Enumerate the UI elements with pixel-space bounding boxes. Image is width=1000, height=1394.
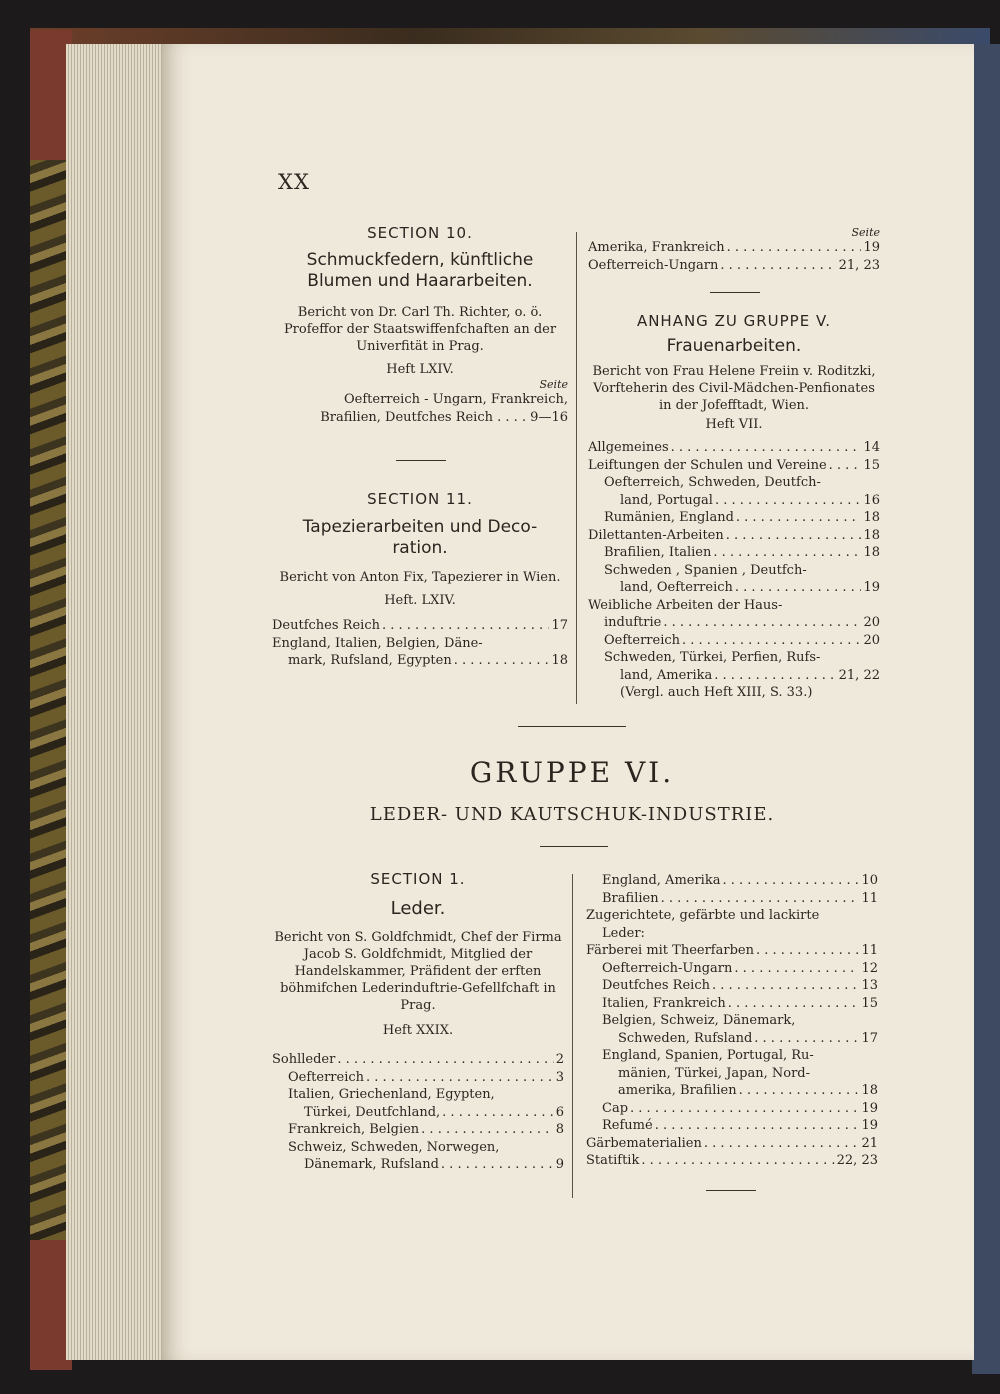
toc-row (588, 239, 880, 257)
toc-row-page: 8 (555, 1122, 564, 1137)
toc-row-label: Schweiz, Schweden, Norwegen, (288, 1139, 500, 1155)
toc-row-page: 12 (861, 960, 878, 976)
toc-row (588, 509, 880, 527)
toc-row (586, 907, 878, 925)
toc-row-label: Oefterreich (288, 1069, 365, 1085)
anhang-title: Frauenarbeiten. (666, 336, 802, 356)
toc-row-page: 13 (861, 978, 878, 993)
toc-row (586, 960, 878, 978)
toc-row-label: Leder: (602, 925, 645, 941)
toc-row-page: 19 (863, 240, 880, 255)
toc-row-label: Italien, Frankreich (602, 995, 726, 1011)
toc-row (588, 439, 880, 457)
right-bottom-column (586, 872, 878, 1170)
leder-title: Leder. (390, 898, 446, 919)
toc-row (272, 1121, 564, 1139)
gruppe-title: GRUPPE VI. (469, 756, 675, 789)
toc-row (586, 977, 878, 995)
section-10-entry-2: Brafilien, Deutfches Reich . . . . 9—16 (320, 409, 568, 425)
end-rule (706, 1190, 756, 1191)
right-top-column (588, 226, 880, 274)
toc-row (586, 1012, 878, 1030)
toc-row-label: Frankreich, Belgien (288, 1122, 420, 1137)
toc-row-page: 20 (863, 615, 880, 630)
toc-row-label: mänien, Türkei, Japan, Nord- (618, 1065, 810, 1081)
toc-row-page: 10 (861, 873, 878, 888)
toc-row (272, 1069, 564, 1087)
toc-row-page: 21, 22 (838, 667, 880, 683)
anhang-report: Bericht von Frau Helene Freiin v. Roditzki, Vorfteherin des Civil-Mädchen-Penfionates in der Jofefftadt, Wien. (592, 364, 876, 413)
toc-row-page: 22, 23 (836, 1153, 878, 1168)
toc-row-page: 20 (863, 632, 880, 648)
toc-row (586, 1047, 878, 1065)
toc-row (588, 649, 880, 667)
toc-row (272, 1139, 564, 1157)
section-10-entry-1: Oefterreich - Ungarn, Frankreich, (343, 392, 568, 407)
toc-row-page: 14 (863, 440, 880, 455)
toc-row-label: Brafilien, Italien (604, 545, 712, 560)
toc-row (586, 1152, 878, 1170)
toc-row-page: 3 (555, 1069, 564, 1085)
section-10-heading: SECTION 10. (367, 224, 473, 242)
toc-row-label: amerika, Brafilien (618, 1083, 737, 1098)
left-top-column (272, 224, 568, 426)
toc-row-page: 18 (551, 653, 568, 668)
toc-row (586, 890, 878, 908)
anhang-heft: Heft VII. (705, 417, 763, 432)
gruppe-subtitle: LEDER- UND KAUTSCHUK-INDUSTRIE. (369, 804, 775, 825)
toc-row-label: Schweden, Türkei, Perfien, Rufs- (604, 650, 821, 665)
toc-row (588, 474, 880, 492)
toc-row-page: 11 (861, 890, 878, 906)
toc-row (588, 597, 880, 615)
toc-row-label: Färberei mit Theerfarben (586, 943, 754, 958)
toc-row (272, 617, 568, 635)
toc-row (588, 544, 880, 562)
toc-row (586, 1135, 878, 1153)
anhang-heading: ANHANG ZU GRUPPE V. (636, 312, 832, 330)
toc-row-label: Sohlleder (272, 1052, 336, 1067)
toc-row-label: England, Amerika (602, 873, 721, 888)
toc-row-page: 6 (555, 1104, 564, 1120)
toc-row-page: 18 (863, 545, 880, 560)
toc-row-page: 18 (863, 527, 880, 543)
anhang-section (588, 312, 880, 702)
toc-row-page: 15 (861, 995, 878, 1011)
toc-row-label: Weibliche Arbeiten der Haus- (588, 597, 783, 613)
toc-row-label: land, Oefterreich (620, 580, 733, 595)
section-11-report: Bericht von Anton Fix, Tapezierer in Wien. (279, 570, 561, 585)
toc-row-label: Dilettanten-Arbeiten (588, 527, 724, 543)
toc-row (272, 1086, 564, 1104)
book-cover-right (972, 44, 1000, 1374)
section-10-seite-label: Seite (539, 378, 568, 391)
page-number: XX (278, 170, 310, 194)
toc-row-page: 9 (555, 1157, 564, 1172)
toc-row-label: mark, Rufsland, Egypten (288, 653, 452, 668)
toc-row-page: 19 (863, 580, 880, 595)
toc-row-page: 16 (863, 492, 880, 508)
toc-row-label: Zugerichtete, gefärbte und lackirte (586, 908, 820, 923)
toc-row-label: Belgien, Schweiz, Dänemark, (602, 1013, 796, 1028)
divider-rule (396, 460, 446, 461)
toc-row-label: Dänemark, Rufsland (304, 1157, 439, 1172)
toc-row-page: 19 (861, 1100, 878, 1116)
right-bottom-toc-list (586, 872, 878, 1170)
toc-row-page: 15 (863, 457, 880, 473)
toc-row-continued: England, Italien, Belgien, Däne- (272, 635, 483, 651)
left-bottom-column (272, 870, 564, 1174)
column-divider-bottom (572, 874, 573, 1198)
toc-row (588, 257, 880, 275)
toc-row-label: England, Spanien, Portugal, Ru- (602, 1048, 814, 1063)
toc-row-label: Oefterreich, Schweden, Deutfch- (604, 475, 821, 490)
left-section-11 (272, 490, 568, 670)
toc-row-label: Türkei, Deutfchland, (304, 1104, 441, 1120)
toc-row-label: Italien, Griechenland, Egypten, (288, 1087, 495, 1102)
toc-row-label: Statiftik (586, 1153, 640, 1168)
toc-row (588, 614, 880, 632)
toc-row-label: Allgemeines (588, 440, 669, 455)
leder-section-heading: SECTION 1. (370, 870, 466, 888)
toc-row-label: Leiftungen der Schulen und Vereine (588, 457, 827, 473)
leder-heft: Heft XXIX. (382, 1023, 454, 1038)
toc-row-label: land, Portugal (620, 492, 713, 508)
toc-row (588, 527, 880, 545)
section-11-heft: Heft. LXIV. (384, 593, 456, 608)
toc-row (586, 1065, 878, 1083)
leder-toc-list (272, 1051, 564, 1174)
toc-row (586, 995, 878, 1013)
toc-row-label: Oefterreich (604, 632, 681, 648)
anhang-toc-list (588, 439, 880, 684)
toc-row (588, 579, 880, 597)
gruppe-top-rule (518, 726, 626, 727)
gruppe-bottom-rule (540, 846, 608, 847)
toc-row (272, 1051, 564, 1069)
toc-row (588, 632, 880, 650)
section-11-title-line2: ration. (392, 538, 448, 558)
toc-row-label: Deutfches Reich (602, 978, 710, 993)
toc-row-page: 21 (861, 1135, 878, 1151)
toc-row-page: 18 (863, 510, 880, 525)
toc-row (586, 942, 878, 960)
toc-row-label: Brafilien (602, 890, 659, 906)
column-divider-top (576, 232, 577, 704)
toc-row (586, 1117, 878, 1135)
toc-row (272, 652, 568, 670)
toc-row (272, 1156, 564, 1174)
right-seite-label: Seite (851, 226, 880, 239)
toc-row-label: Refumé (602, 1118, 653, 1133)
section-10-title-line1: Schmuckfedern, künftliche (306, 250, 534, 270)
toc-row-page: 18 (861, 1083, 878, 1098)
vergl-note: (Vergl. auch Heft XIII, S. 33.) (620, 685, 813, 700)
section-11-heading: SECTION 11. (367, 490, 473, 508)
toc-row (588, 492, 880, 510)
toc-row-label: Amerika, Frankreich (588, 240, 725, 255)
toc-row-label: induftrie (604, 615, 662, 630)
divider-rule (710, 292, 760, 293)
toc-row (586, 1082, 878, 1100)
toc-row-label: Rumänien, England (604, 510, 734, 525)
section-10-heft: Heft LXIV. (386, 362, 454, 377)
toc-row-page: 17 (551, 618, 568, 633)
toc-row (588, 667, 880, 685)
toc-row-label: Oefterreich-Ungarn (602, 960, 733, 976)
toc-row-label: Cap (602, 1100, 629, 1116)
toc-row (588, 457, 880, 475)
toc-row-label: Schweden, Rufsland (618, 1030, 753, 1046)
toc-row-label: Gärbematerialien (586, 1135, 702, 1151)
toc-row (586, 872, 878, 890)
toc-row (586, 1030, 878, 1048)
toc-row-page: 21, 23 (838, 257, 880, 273)
toc-row (272, 1104, 564, 1122)
toc-row (586, 925, 878, 943)
section-11-title-line1: Tapezierarbeiten und Deco- (302, 517, 538, 537)
page-edges (66, 44, 166, 1360)
toc-row-label: Oefterreich-Ungarn (588, 257, 719, 273)
toc-row (586, 1100, 878, 1118)
toc-row-page: 19 (861, 1118, 878, 1133)
leder-report: Bericht von S. Goldfchmidt, Chef der Firma Jacob S. Goldfchmidt, Mitglied der Handelskammer, Präfident der erften böhmifchen Lederinduftrie-Gefellfchaft in Prag. (274, 930, 562, 1013)
toc-row (588, 562, 880, 580)
toc-row-label: Deutfches Reich (272, 618, 380, 633)
toc-row-page: 17 (861, 1030, 878, 1046)
toc-row-page: 2 (555, 1052, 564, 1067)
section-10-title-line2: Blumen und Haararbeiten. (307, 271, 533, 291)
toc-row-label: Schweden , Spanien , Deutfch- (604, 562, 807, 578)
section-10-report: Bericht von Dr. Carl Th. Richter, o. ö. Profeffor der Staatswiffenfchaften an der Univerfität in Prag. (283, 305, 557, 354)
toc-row-page: 11 (861, 943, 878, 958)
toc-row-label: land, Amerika (620, 667, 713, 683)
